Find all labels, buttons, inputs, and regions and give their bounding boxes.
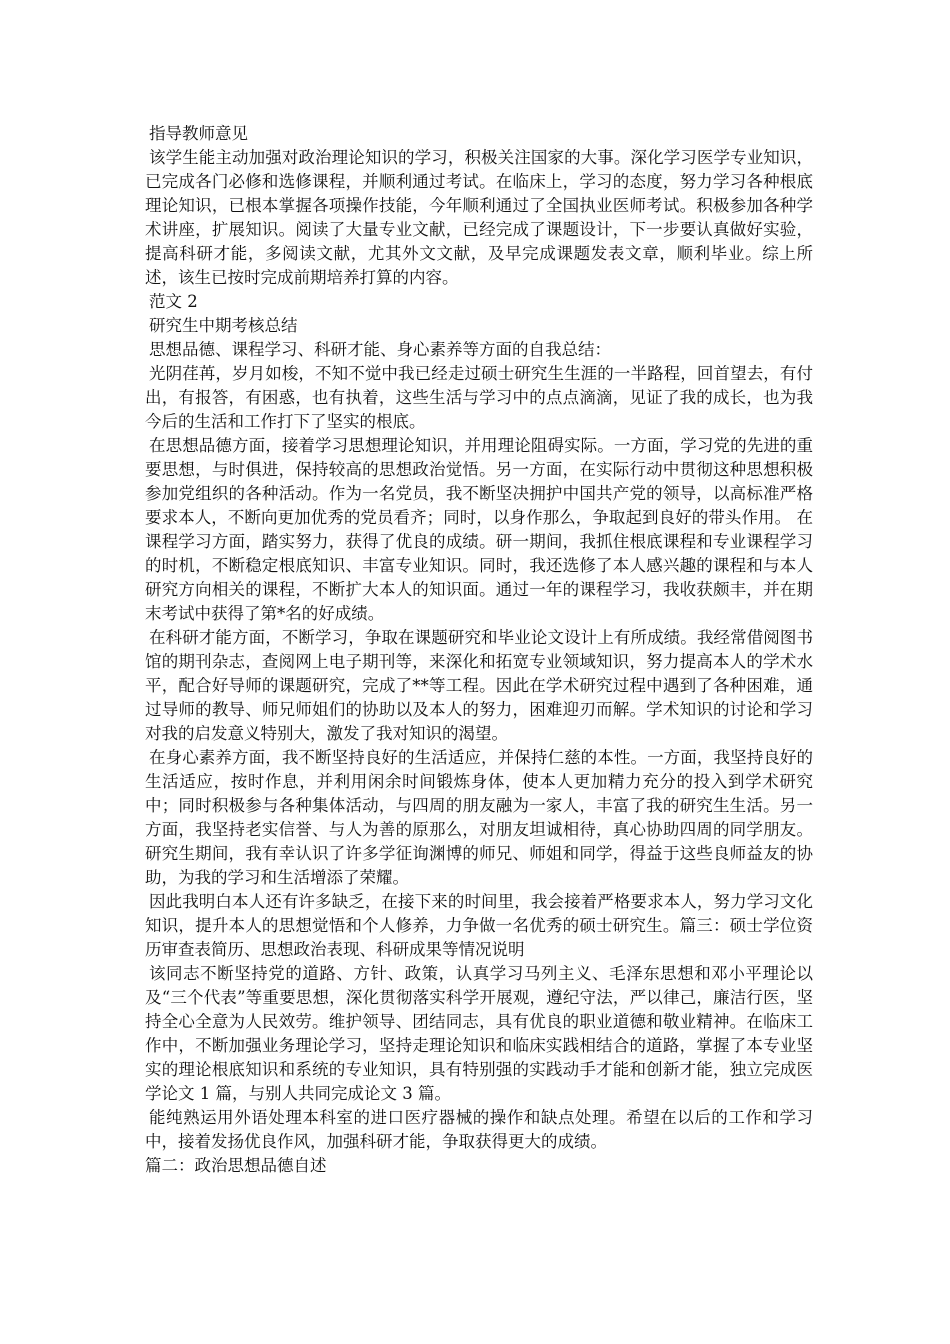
intro-paragraph: 光阴荏苒，岁月如梭，不知不觉中我已经走过硕士研究生生涯的一半路程，回首望去，有付出，有报答，有困惑，也有执着，这些生活与学习中的点点滴滴，见证了我的成长，也为我今后的生活和工作打下了坚实的根底。 [145,364,813,431]
sample-heading: 范文 2 [149,292,198,311]
research-paragraph: 在科研才能方面，不断学习，争取在课题研究和毕业论文设计上有所成绩。我经常借阅图书馆的期刊杂志，查阅网上电子期刊等，来深化和拓宽专业领域知识，努力提高本人的学术水平，配合好导师的课题研究，完成了**等工程。因此在学术研究过程中遇到了各种困难，通过导师的教导、师兄师姐们的协助以及本人的努力，困难迎刃而解。学术知识的讨论和学习对我的启发意义特别大，激发了我对知识的渴望。 [145,628,813,743]
evaluation-paragraph: 该同志不断坚持党的道路、方针、政策，认真学习马列主义、毛泽东思想和邓小平理论以及“三个代表”等重要思想，深化贯彻落实科学开展观，遵纪守法，严以律己，廉洁行医，坚持全心全意为人民效劳。维护领导、团结同志，具有优良的职业道德和敬业精神。在临床工作中，不断加强业务理论学习，坚持走理论知识和临床实践相结合的道路，掌握了本专业坚实的理论根底知识和系统的专业知识，具有特别强的实践动手才能和创新才能，独立完成医学论文 1 篇，与别人共同完成论文 3 篇。 [145,964,813,1103]
language-skill-paragraph: 能纯熟运用外语处理本科室的进口医疗器械的操作和缺点处理。希望在以后的工作和学习中，接着发扬优良作风，加强科研才能，争取获得更大的成绩。 [145,1108,813,1151]
document-title: 研究生中期考核总结 [149,316,298,335]
document-page [145,122,813,1178]
ideology-paragraph: 在思想品德方面，接着学习思想理论知识，并用理论阻碍实际。一方面，学习党的先进的重要思想，与时俱进，保持较高的思想政治觉悟。另一方面，在实际行动中贯彻这种思想积极参加党组织的各种活动。作为一名党员，我不断坚决拥护中国共产党的领导，以高标准严格要求本人，不断向更加优秀的党员看齐；同时，以身作那么，争取起到良好的带头作用。 在课程学习方面，踏实努力，获得了优良的成绩。研一期间，我抓住根底课程和专业课程学习的时机，不断稳定根底知识、丰富专业知识。同时，我还选修了本人感兴趣的课程和与本人研究方向相关的课程，不断扩大本人的知识面。通过一年的课程学习，我收获颇丰，并在期末考试中获得了第*名的好成绩。 [145,436,813,623]
section-heading-advisor-opinion: 指导教师意见 [149,124,248,143]
advisor-opinion-paragraph: 该学生能主动加强对政治理论知识的学习，积极关注国家的大事。深化学习医学专业知识，已完成各门必修和选修课程，并顺利通过考试。在临床上，学习的态度，努力学习各种根底理论知识，已根本掌握各项操作技能，今年顺利通过了全国执业医师考试。积极参加各种学术讲座，扩展知识。阅读了大量专业文献，已经完成了课题设计，下一步要认真做好实验，提高科研才能，多阅读文献，尤其外文文献，及早完成课题发表文章，顺利毕业。综上所述，该生已按时完成前期培养打算的内容。 [145,148,813,287]
section-heading-part-two: 篇二：政治思想品德自述 [145,1156,327,1175]
summary-heading: 思想品德、课程学习、科研才能、身心素养等方面的自我总结： [149,340,611,359]
conclusion-paragraph: 因此我明白本人还有许多缺乏，在接下来的时间里，我会接着严格要求本人，努力学习文化知识，提升本人的思想觉悟和个人修养，力争做一名优秀的硕士研究生。篇三：硕士学位资历审查表简历、思想政治表现、科研成果等情况说明 [145,892,813,959]
wellbeing-paragraph: 在身心素养方面，我不断坚持良好的生活适应，并保持仁慈的本性。一方面，我坚持良好的生活适应，按时作息，并利用闲余时间锻炼身体，使本人更加精力充分的投入到学术研究中；同时积极参与各种集体活动，与四周的朋友融为一家人，丰富了我的研究生生活。另一方面，我坚持老实信誉、与人为善的原那么，对朋友坦诚相待，真心协助四周的同学朋友。研究生期间，我有幸认识了许多学征询渊博的师兄、师姐和同学，得益于这些良师益友的协助，为我的学习和生活增添了荣耀。 [145,748,813,887]
